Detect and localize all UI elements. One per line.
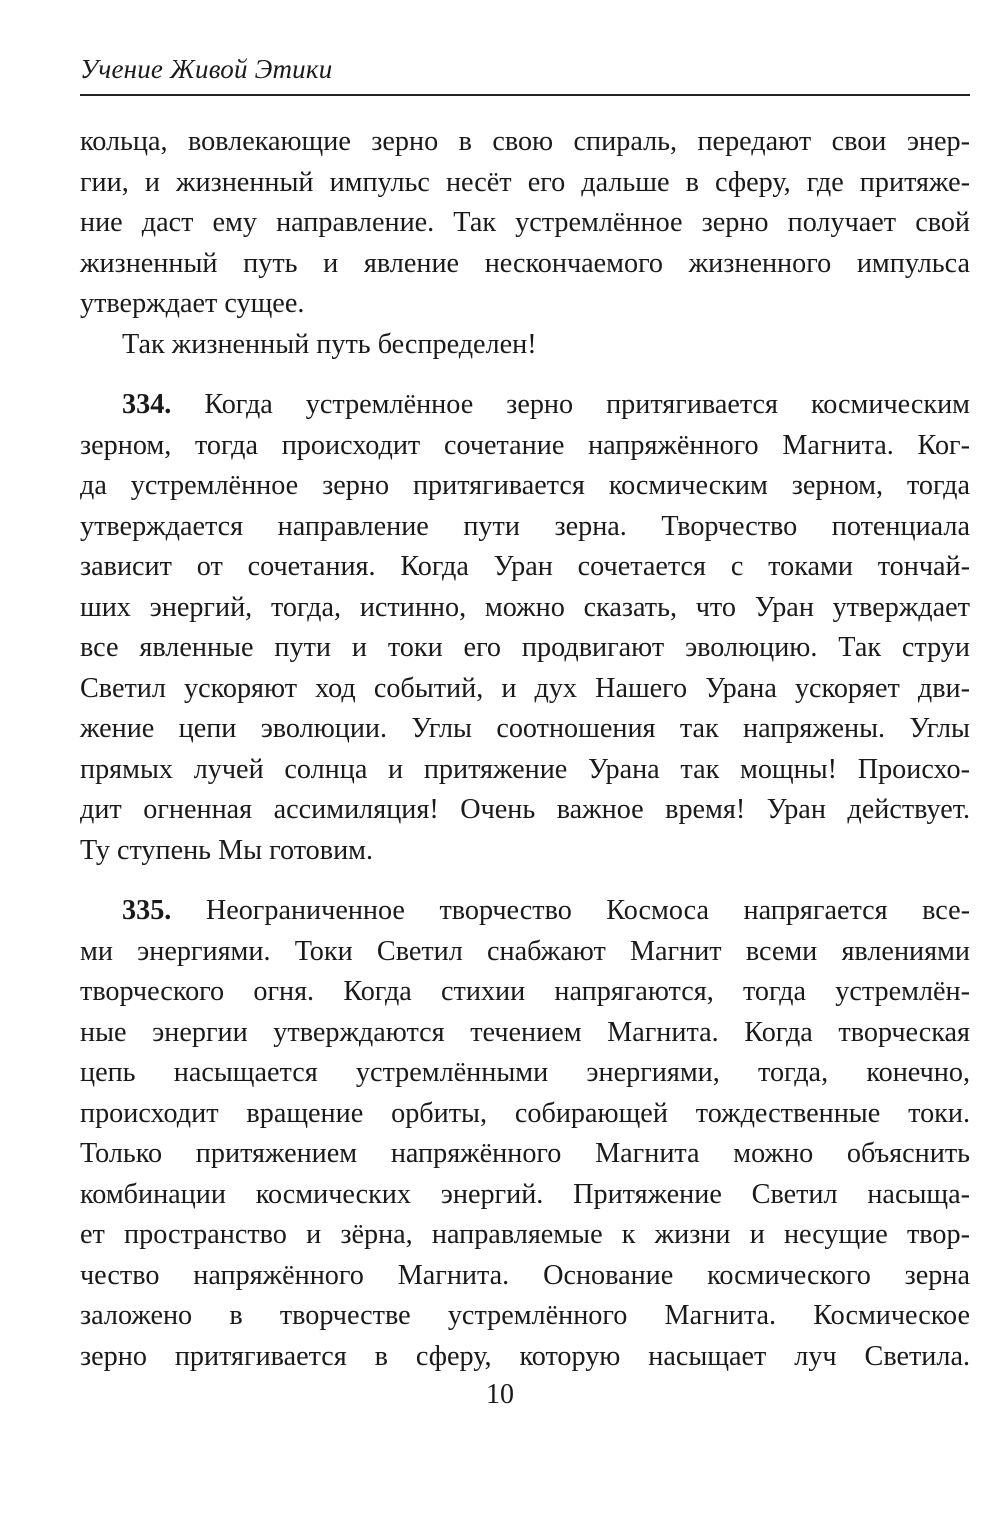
text-line: зависит от сочетания. Когда Уран сочетается с токами тончай- — [80, 551, 970, 582]
section-number: 335. — [122, 895, 172, 926]
section-334-opening-text: Когда устремлённое зерно притягивается космическим — [204, 389, 970, 420]
text-line: дит огненная ассимиляция! Очень важное время! Уран действует. — [80, 794, 970, 825]
text-line: Светил ускоряют ход событий, и дух Нашего Урана ускоряет дви- — [80, 672, 970, 704]
page-number: 10 — [486, 1379, 514, 1410]
section-335-first-line — [80, 891, 970, 932]
text-line: да устремлённое зерно притягивается космическим зерном, тогда — [80, 470, 970, 501]
text-line: утверждает сущее. — [80, 288, 305, 319]
text-line: цепь насыщается устремлёнными энергиями, тогда, конечно, — [80, 1057, 970, 1088]
text-line: все явленные пути и токи его продвигают эволюцию. Так струи — [80, 632, 970, 663]
text-line: зерно притягивается в сферу, которую насыщает луч Светила. — [80, 1340, 970, 1372]
text-line: утверждается направление пути зерна. Творчество потенциала — [80, 510, 970, 542]
text-line: ные энергии утверждаются течением Магнита. Когда творческая — [80, 1016, 970, 1048]
text-line: гии, и жизненный импульс несёт его дальше в сферу, где притяже- — [80, 166, 970, 198]
page-body — [80, 122, 970, 1377]
text-line: ет пространство и зёрна, направляемые к жизни и несущие твор- — [80, 1219, 970, 1250]
section-334-first-line — [80, 385, 970, 426]
text-line: Только притяжением напряжённого Магнита можно объяснить — [80, 1138, 970, 1169]
running-header — [80, 52, 970, 96]
text-line: комбинации космических энергий. Притяжение Светил насыща- — [80, 1178, 970, 1210]
text-line: ших энергий, тогда, истинно, можно сказать, что Уран утверждает — [80, 591, 970, 623]
closing-line: Так жизненный путь беспределен! — [122, 328, 537, 360]
section-number: 334. — [122, 389, 172, 420]
text-line: кольца, вовлекающие зерно в свою спираль, передают свои энер- — [80, 126, 970, 157]
text-line: жизненный путь и явление нескончаемого жизненного импульса — [80, 247, 970, 279]
text-line: происходит вращение орбиты, собирающей тождественные токи. — [80, 1097, 970, 1129]
text-line: чество напряжённого Магнита. Основание космического зерна — [80, 1259, 970, 1291]
text-line: ми энергиями. Токи Светил снабжают Магнит всеми явлениями — [80, 935, 970, 967]
section-335-opening-text: Неограниченное творчество Космоса напрягается все- — [205, 895, 971, 926]
text-line: Ту ступень Мы готовим. — [80, 834, 374, 866]
text-line: зерном, тогда происходит сочетание напряжённого Магнита. Ког- — [80, 429, 970, 461]
running-header-title: Учение Живой Этики — [80, 54, 333, 84]
text-line: прямых лучей солнца и притяжение Урана так мощны! Происхо- — [80, 753, 970, 785]
text-line: творческого огня. Когда стихии напрягаются, тогда устремлён- — [80, 976, 970, 1007]
text-line: ние даст ему направление. Так устремлённое зерно получает свой — [80, 207, 970, 238]
text-line: заложено в творчестве устремлённого Магнита. Космическое — [80, 1300, 970, 1331]
text-line: жение цепи эволюции. Углы соотношения так напряжены. Углы — [80, 713, 970, 744]
